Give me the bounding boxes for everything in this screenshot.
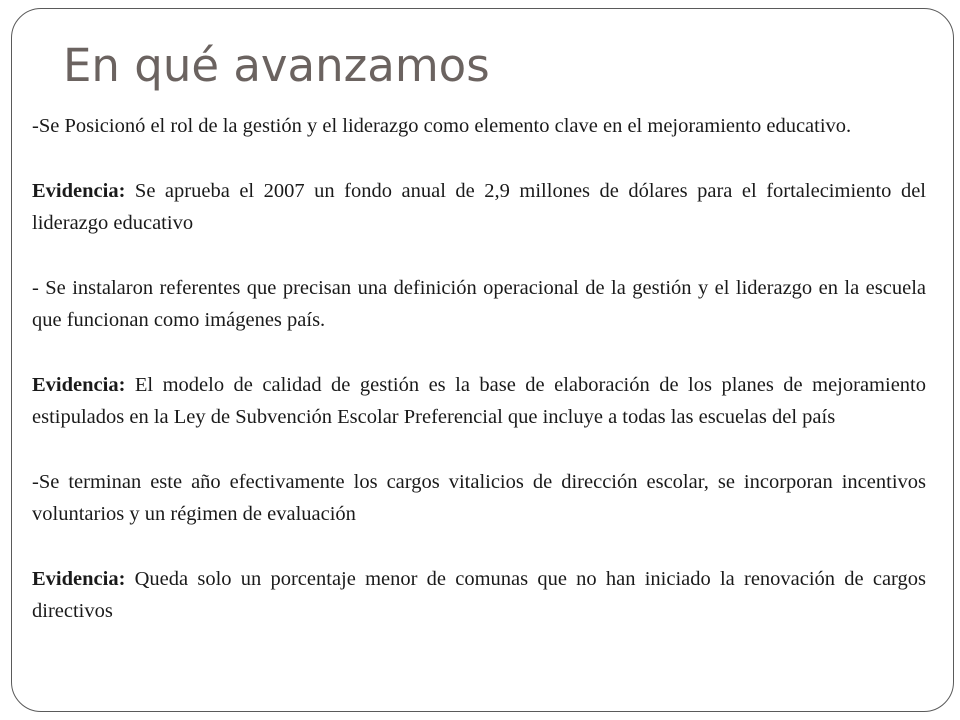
slide-body: [32, 110, 926, 627]
evidence-label: Evidencia:: [32, 180, 126, 202]
paragraph-text: Queda solo un porcentaje menor de comunas que no han iniciado la renovación de cargos directivos: [32, 568, 926, 622]
evidence-paragraph: [32, 369, 926, 433]
slide-title: En qué avanzamos: [63, 39, 490, 92]
evidence-paragraph: [32, 563, 926, 627]
evidence-label: Evidencia:: [32, 568, 126, 590]
paragraph-text: - Se instalaron referentes que precisan una definición operacional de la gestión y el liderazgo en la escuela que funcionan como imágenes país.: [32, 277, 926, 331]
bullet-paragraph: [32, 110, 926, 142]
paragraph-text: Se aprueba el 2007 un fondo anual de 2,9 millones de dólares para el fortalecimiento del liderazgo educativo: [32, 180, 926, 234]
bullet-paragraph: [32, 466, 926, 530]
paragraph-text: -Se terminan este año efectivamente los cargos vitalicios de dirección escolar, se incorporan incentivos voluntarios y un régimen de evaluación: [32, 471, 926, 525]
paragraph-text: El modelo de calidad de gestión es la base de elaboración de los planes de mejoramiento estipulados en la Ley de Subvención Escolar Preferencial que incluye a todas las escuelas del país: [32, 374, 926, 428]
evidence-label: Evidencia:: [32, 374, 126, 396]
paragraph-text: -Se Posicionó el rol de la gestión y el liderazgo como elemento clave en el mejoramiento educativo.: [32, 115, 852, 137]
bullet-paragraph: [32, 272, 926, 336]
evidence-paragraph: [32, 175, 926, 239]
